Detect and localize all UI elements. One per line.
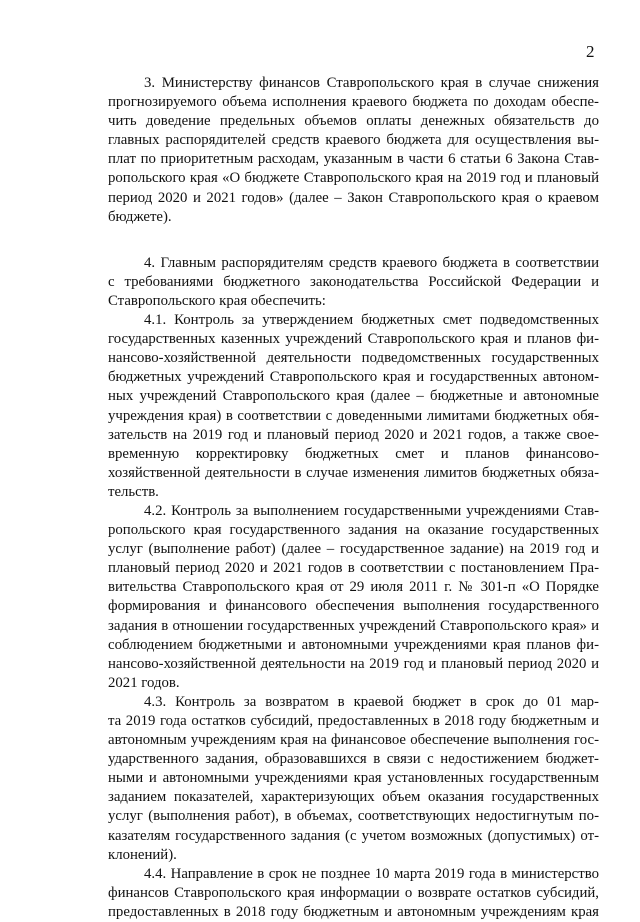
paragraph-4-2 — [108, 502, 599, 693]
text-line: нансово-хозяйственной деятельности на 2019 год и плановый период 2020 и — [108, 655, 599, 672]
text-line: ударственного задания, образовавшихся в связи с недостижением бюджет- — [108, 751, 599, 768]
text-line: тельств. — [108, 483, 159, 500]
text-line: зательств на 2019 год и плановый период 2020 и 2021 годов, а также свое- — [108, 426, 599, 443]
text-line: финансов Ставропольского края информации о возврате остатков субсидий, — [108, 884, 599, 901]
text-line: учреждения края) в соответствии с доведенными лимитами бюджетных обя- — [108, 407, 599, 424]
text-line: временную корректировку бюджетных смет и планов финансово- — [108, 445, 599, 462]
text-line: период 2020 и 2021 годов» (далее – Закон Ставропольского края о краевом — [108, 189, 599, 206]
text-line: чить доведение предельных объемов оплаты денежных обязательств до — [108, 113, 599, 130]
text-line: клонений). — [108, 846, 177, 863]
text-line: плат по приоритетным расходам, указанным в части 6 статьи 6 Закона Став- — [108, 151, 599, 168]
text-line: услуг (выполнение работ) (далее – государственное задание) на 2019 год и — [108, 541, 599, 558]
text-line: 3. Министерству финансов Ставропольского края в случае снижения — [144, 75, 599, 91]
text-line: бюджете). — [108, 208, 172, 225]
text-line: хозяйственной деятельности в случае изменения лимитов бюджетных обяза- — [108, 464, 599, 481]
text-line: нансово-хозяйственной деятельности подведомственных государственных — [108, 350, 599, 367]
text-line: бюджетных учреждений Ставропольского края и государственных автоном- — [108, 369, 599, 386]
text-line: 4.1. Контроль за утверждением бюджетных смет подведомственных — [144, 312, 599, 329]
paragraph-4-3 — [108, 693, 599, 865]
paragraph-4-4 — [108, 865, 599, 922]
text-line: прогнозируемого объема исполнения краевого бюджета по доходам обеспе- — [108, 94, 599, 111]
text-line: 4.3. Контроль за возвратом в краевой бюджет в срок до 01 мар- — [144, 693, 599, 710]
text-line: 2021 годов. — [108, 674, 180, 691]
text-line: заданием показателей, характеризующих объем оказания государственных — [108, 789, 599, 806]
text-line: государственных казенных учреждений Ставропольского края и планов фи- — [108, 331, 599, 348]
paragraph-4 — [108, 254, 599, 311]
text-line: та 2019 года остатков субсидий, предоставленных в 2018 году бюджетным и — [108, 713, 599, 729]
text-line: плановый период 2020 и 2021 годов в соответствии с постановлением Пра- — [108, 560, 599, 577]
text-line: соблюдением бюджетными и автономными учреждениями края планов фи- — [108, 636, 599, 653]
text-line: 4.4. Направление в срок не позднее 10 марта 2019 года в министерство — [144, 865, 599, 882]
text-line: ных учреждений Ставропольского края (далее – бюджетные и автономные — [108, 388, 599, 405]
text-line: с требованиями бюджетного законодательства Российской Федерации и — [108, 273, 599, 290]
paragraph-3 — [108, 74, 599, 227]
text-line: главных распорядителей средств краевого бюджета для осуществления вы- — [108, 132, 599, 149]
text-line: формирования и финансового обеспечения выполнения государственного — [108, 598, 599, 615]
text-line: предоставленных в 2018 году бюджетным и автономным учреждениям края — [108, 903, 599, 920]
text-line: вительства Ставропольского края от 29 июля 2011 г. № 301-п «О Порядке — [108, 579, 599, 596]
text-line: казателям государственного задания (с учетом возможных (допустимых) от- — [108, 827, 599, 844]
text-line: автономным учреждениям края на финансовое обеспечение выполнения гос- — [108, 732, 599, 749]
text-line: ными и автономными учреждениями края установленных государственным — [108, 770, 599, 787]
document-body — [108, 74, 599, 922]
text-line: ропольского края государственного задания на оказание государственных — [108, 522, 599, 539]
text-line: 4. Главным распорядителям средств краевого бюджета в соответствии — [144, 254, 599, 271]
text-line: задания в отношении государственных учреждений Ставропольского края» и — [108, 617, 599, 634]
text-line: ропольского края «О бюджете Ставропольского края на 2019 год и плановый — [108, 170, 599, 187]
page-number: 2 — [586, 42, 595, 61]
paragraph-gap — [108, 227, 599, 254]
text-line: услуг (выполнения работ), в объемах, соответствующих недостигнутым по- — [108, 808, 599, 825]
text-line: 4.2. Контроль за выполнением государственными учреждениями Став- — [144, 502, 599, 519]
text-line: Ставропольского края обеспечить: — [108, 292, 326, 309]
paragraph-4-1 — [108, 311, 599, 502]
